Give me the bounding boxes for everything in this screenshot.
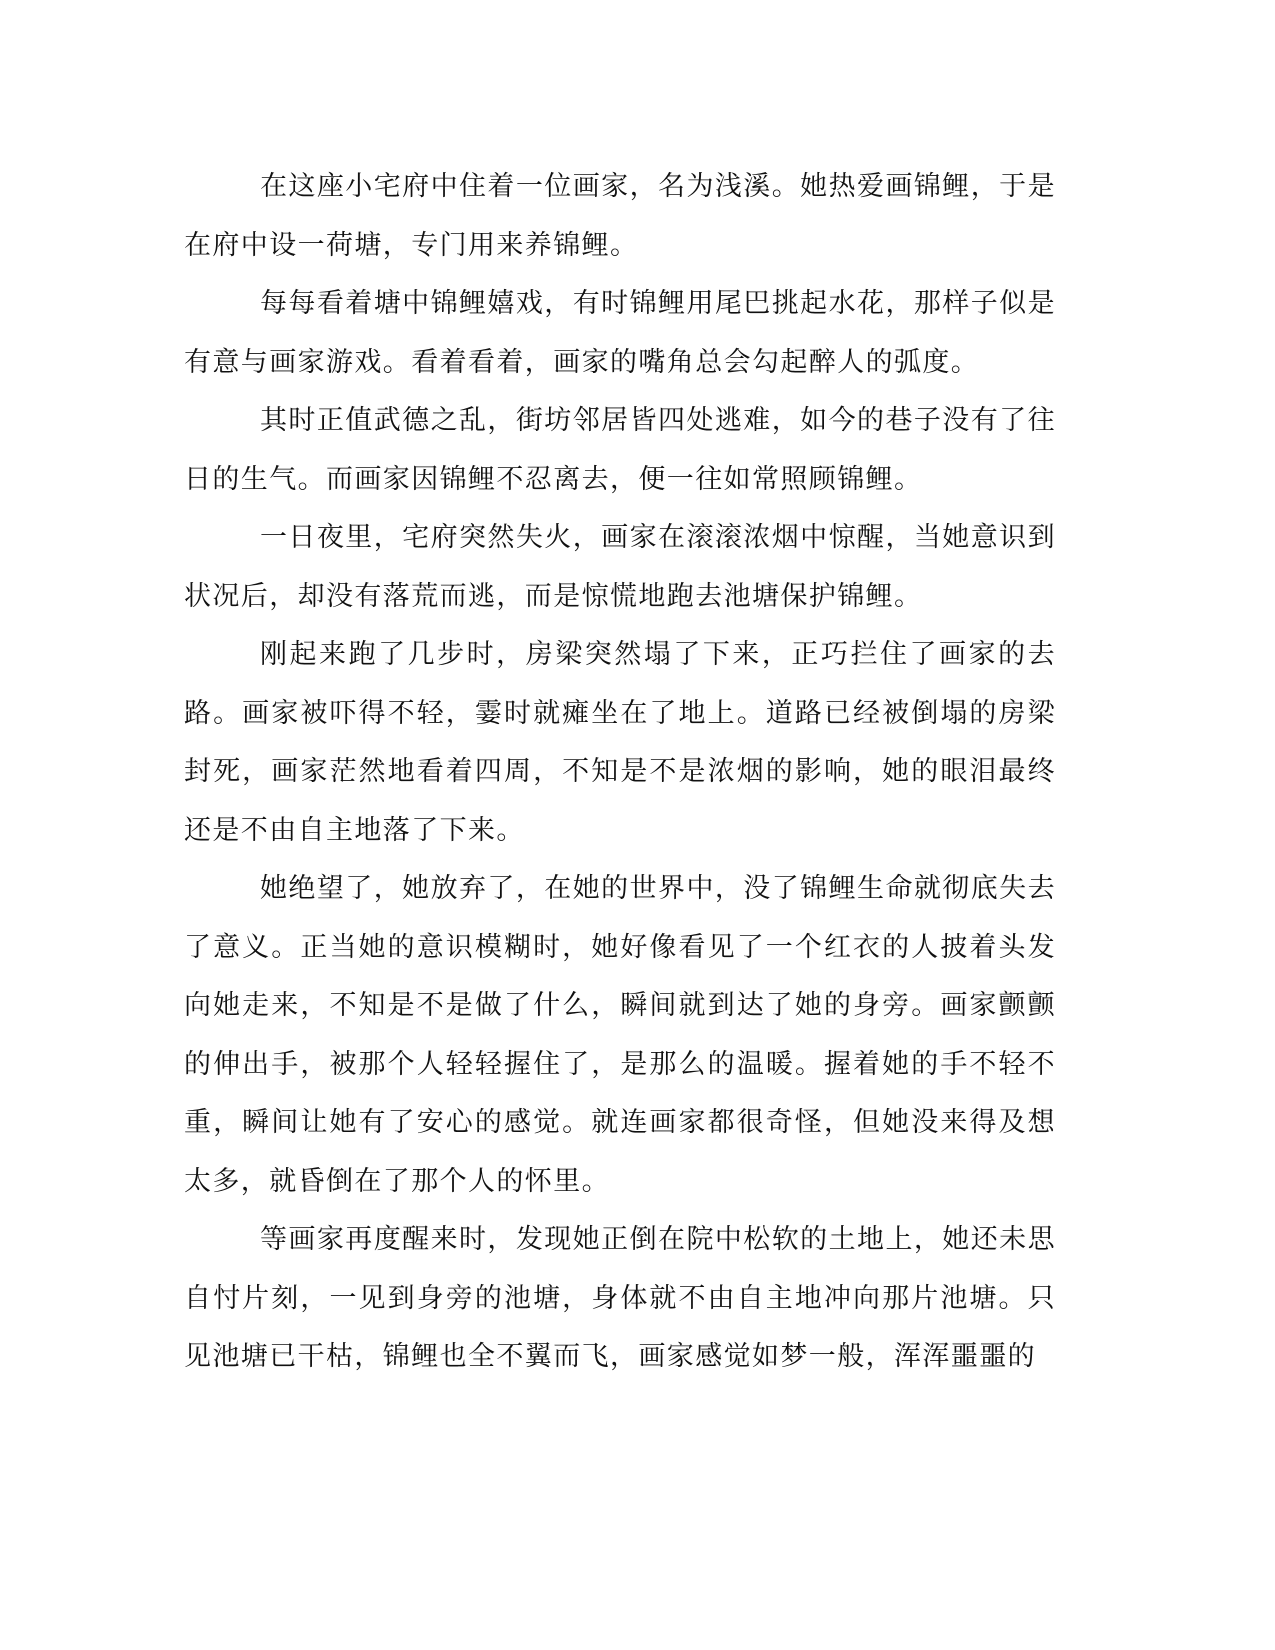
story-body <box>184 158 1056 1387</box>
paragraph-1: 在这座小宅府中住着一位画家，名为浅溪。她热爱画锦鲤，于是在府中设一荷塘，专门用来养锦鲤。 <box>184 171 1056 261</box>
paragraph-5: 刚起来跑了几步时，房梁突然塌了下来，正巧拦住了画家的去路。画家被吓得不轻，霎时就瘫坐在了地上。道路已经被倒塌的房梁封死，画家茫然地看着四周，不知是不是浓烟的影响，她的眼泪最终还是不由自主地落了下来。 <box>184 639 1056 846</box>
paragraph-2: 每每看着塘中锦鲤嬉戏，有时锦鲤用尾巴挑起水花，那样子似是有意与画家游戏。看着看着，画家的嘴角总会勾起醉人的弧度。 <box>184 288 1056 378</box>
paragraph-6: 她绝望了，她放弃了，在她的世界中，没了锦鲤生命就彻底失去了意义。正当她的意识模糊时，她好像看见了一个红衣的人披着头发向她走来，不知是不是做了什么，瞬间就到达了她的身旁。画家颤颤的伸出手，被那个人轻轻握住了，是那么的温暖。握着她的手不轻不重，瞬间让她有了安心的感觉。就连画家都很奇怪，但她没来得及想太多，就昏倒在了那个人的怀里。 <box>184 873 1056 1197</box>
paragraph-4: 一日夜里，宅府突然失火，画家在滚滚浓烟中惊醒，当她意识到状况后，却没有落荒而逃，而是惊慌地跑去池塘保护锦鲤。 <box>184 522 1056 612</box>
paragraph-3: 其时正值武德之乱，街坊邻居皆四处逃难，如今的巷子没有了往日的生气。而画家因锦鲤不忍离去，便一往如常照顾锦鲤。 <box>184 405 1056 495</box>
paragraph-7: 等画家再度醒来时，发现她正倒在院中松软的土地上，她还未思自忖片刻，一见到身旁的池塘，身体就不由自主地冲向那片池塘。只见池塘已干枯，锦鲤也全不翼而飞，画家感觉如梦一般，浑浑噩噩的 <box>184 1224 1056 1372</box>
